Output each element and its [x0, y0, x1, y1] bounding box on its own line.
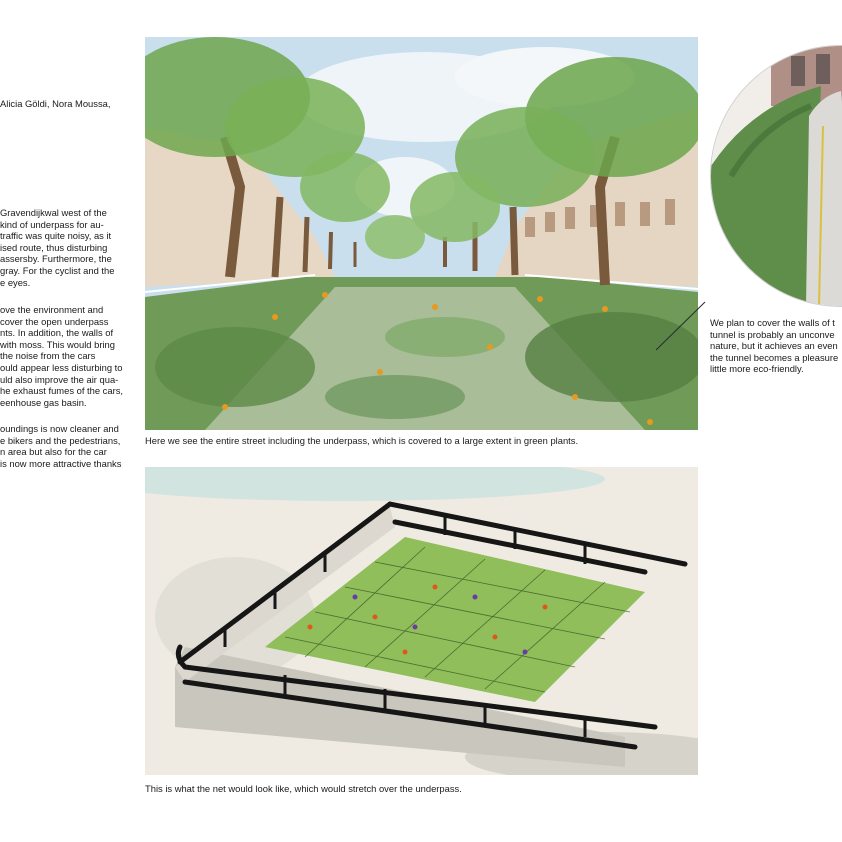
- text-line: Gravendijkwal west of the: [0, 207, 107, 218]
- text-line: uld also improve the air qua-: [0, 373, 119, 385]
- text-line: e eyes.: [0, 276, 31, 288]
- text-line: tunnel is probably an unconve: [710, 328, 835, 340]
- left-paragraph-3: [0, 423, 121, 469]
- net-illustration: [145, 467, 698, 775]
- text-line: with moss. This would bring: [0, 338, 115, 350]
- tunnel-illustration: [710, 45, 842, 307]
- text-line: n area but also for the car: [0, 446, 107, 458]
- text-line: ould appear less disturbing to: [0, 361, 123, 373]
- net-caption: This is what the net would look like, which would stretch over the underpass.: [145, 783, 462, 794]
- text-line: little more eco-friendly.: [710, 363, 804, 375]
- text-line: assersby. Furthermore, the: [0, 253, 112, 265]
- text-line: ove the environment and: [0, 304, 104, 315]
- text-line: nts. In addition, the walls of: [0, 327, 114, 339]
- tunnel-caption: [710, 317, 842, 375]
- authors-line: Alicia Göldi, Nora Moussa,: [0, 98, 111, 109]
- text-line: nature, but it achieves an even: [710, 340, 838, 352]
- text-line: kind of underpass for au-: [0, 218, 104, 230]
- text-line: e bikers and the pedestrians,: [0, 434, 121, 446]
- text-line: We plan to cover the walls of t: [710, 317, 835, 328]
- text-line: oundings is now cleaner and: [0, 423, 119, 434]
- text-line: the tunnel becomes a pleasure: [710, 351, 839, 363]
- text-line: eenhouse gas basin.: [0, 396, 87, 408]
- text-line: is now more attractive thanks: [0, 457, 122, 469]
- left-paragraph-2: [0, 304, 123, 408]
- pointer-line: [650, 300, 710, 355]
- street-caption: Here we see the entire street including the underpass, which is covered to a large extent in green plants.: [145, 435, 579, 446]
- street-illustration: [145, 37, 698, 430]
- text-line: the noise from the cars: [0, 350, 96, 362]
- text-line: ised route, thus disturbing: [0, 241, 108, 253]
- left-paragraph-1: [0, 207, 114, 288]
- text-line: traffic was quite noisy, as it: [0, 230, 112, 242]
- text-line: he exhaust fumes of the cars,: [0, 385, 123, 397]
- text-line: gray. For the cyclist and the: [0, 264, 115, 276]
- text-line: cover the open underpass: [0, 315, 109, 327]
